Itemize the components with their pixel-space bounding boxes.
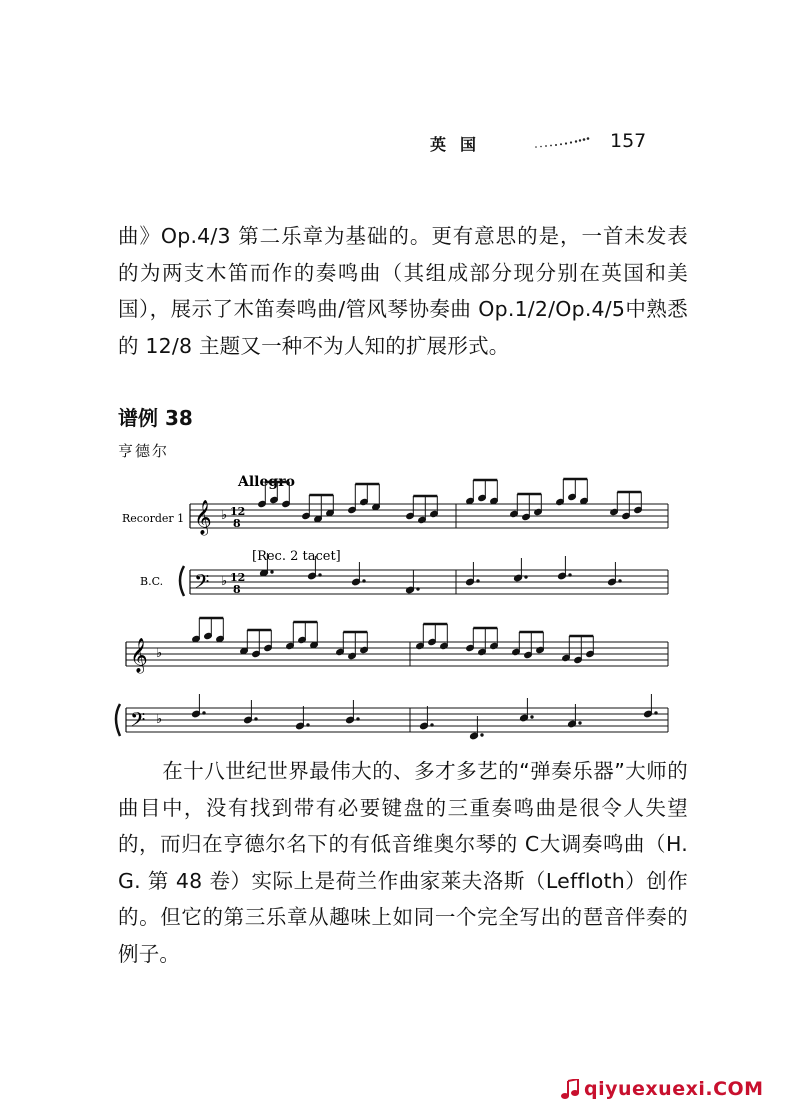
note-dot [417, 588, 419, 590]
example-title: 谱例 38 [118, 406, 193, 430]
running-header [430, 132, 660, 160]
part-label-recorder: Recorder 1 [122, 512, 185, 525]
note-dot [655, 712, 657, 714]
site-watermark [560, 1078, 764, 1101]
flat-sign: ♭ [156, 646, 163, 661]
page-number: 157 [610, 130, 647, 152]
treble-clef-icon: 𝄞 [130, 638, 148, 673]
note-dot [569, 574, 571, 576]
note-dot [203, 712, 205, 714]
time-signature-bottom: 8 [233, 583, 241, 596]
note-dot [357, 718, 359, 720]
note-dot [531, 716, 533, 718]
notes-recorder-system-2 [192, 618, 595, 664]
flat-sign: ♭ [156, 712, 163, 727]
body-paragraph-1: 曲》Op.4/3 第二乐章为基础的。更有意思的是，一首未发表的为两支木笛而作的奏鸣曲（其组成部分现分别在英国和美国），展示了木笛奏鸣曲/管风琴协奏曲 Op.1/2/Op.4/5中熟悉的 12/8 主题又一种不为人知的扩展形式。 [118, 224, 688, 358]
composer-name: 亨德尔 [118, 442, 170, 460]
music-score [0, 460, 794, 750]
notes-recorder-system-1 [258, 479, 643, 524]
note-dot [307, 724, 309, 726]
watermark-text: qiyuexuexi.COM [584, 1078, 764, 1100]
bass-clef-icon: 𝄢 [194, 570, 210, 598]
notes-bass-system-2 [192, 694, 658, 740]
staff-bass-system-2 [126, 708, 668, 732]
bass-clef-icon: 𝄢 [130, 708, 146, 736]
brace-system-2 [116, 704, 120, 736]
flourish-ornament [532, 136, 596, 150]
time-signature-top: 12 [230, 571, 246, 584]
staff-recorder-system-1 [190, 504, 668, 528]
note-dot [619, 580, 621, 582]
note-dot [431, 724, 433, 726]
music-note-logo-icon [560, 1079, 580, 1101]
note-dot [255, 718, 257, 720]
note-dot [525, 576, 527, 578]
part-label-bc: B.C. [140, 575, 164, 588]
tempo-marking: Allegro [238, 474, 295, 490]
body-paragraph-2 [118, 753, 688, 972]
note-dot [271, 571, 273, 573]
body-paragraph-2-text: 在十八世纪世界最伟大的、多才多艺的“弹奏乐器”大师的曲目中，没有找到带有必要键盘的三重奏鸣曲是很令人失望的，而归在亨德尔名下的有低音维奥尔琴的 C大调奏鸣曲（H. G. 第 48 卷）实际上是荷兰作曲家莱夫洛斯（Leffloth）创作的。但它的第三乐章从趣味上如同一个完全写出的琶音伴奏的例子。 [118, 759, 688, 966]
note-dot [579, 722, 581, 724]
chapter-title: 英国 [430, 135, 491, 154]
flat-sign: ♭ [221, 508, 228, 523]
note-dot [481, 734, 483, 736]
time-signature-top: 12 [230, 505, 246, 518]
brace-system-1 [180, 566, 184, 596]
time-signature-bottom: 8 [233, 517, 241, 530]
note-dot [477, 580, 479, 582]
tacet-label: [Rec. 2 tacet] [252, 549, 341, 564]
flat-sign: ♭ [221, 574, 228, 589]
note-dot [363, 580, 365, 582]
note-dot [319, 574, 321, 576]
treble-clef-icon: 𝄞 [194, 500, 212, 535]
